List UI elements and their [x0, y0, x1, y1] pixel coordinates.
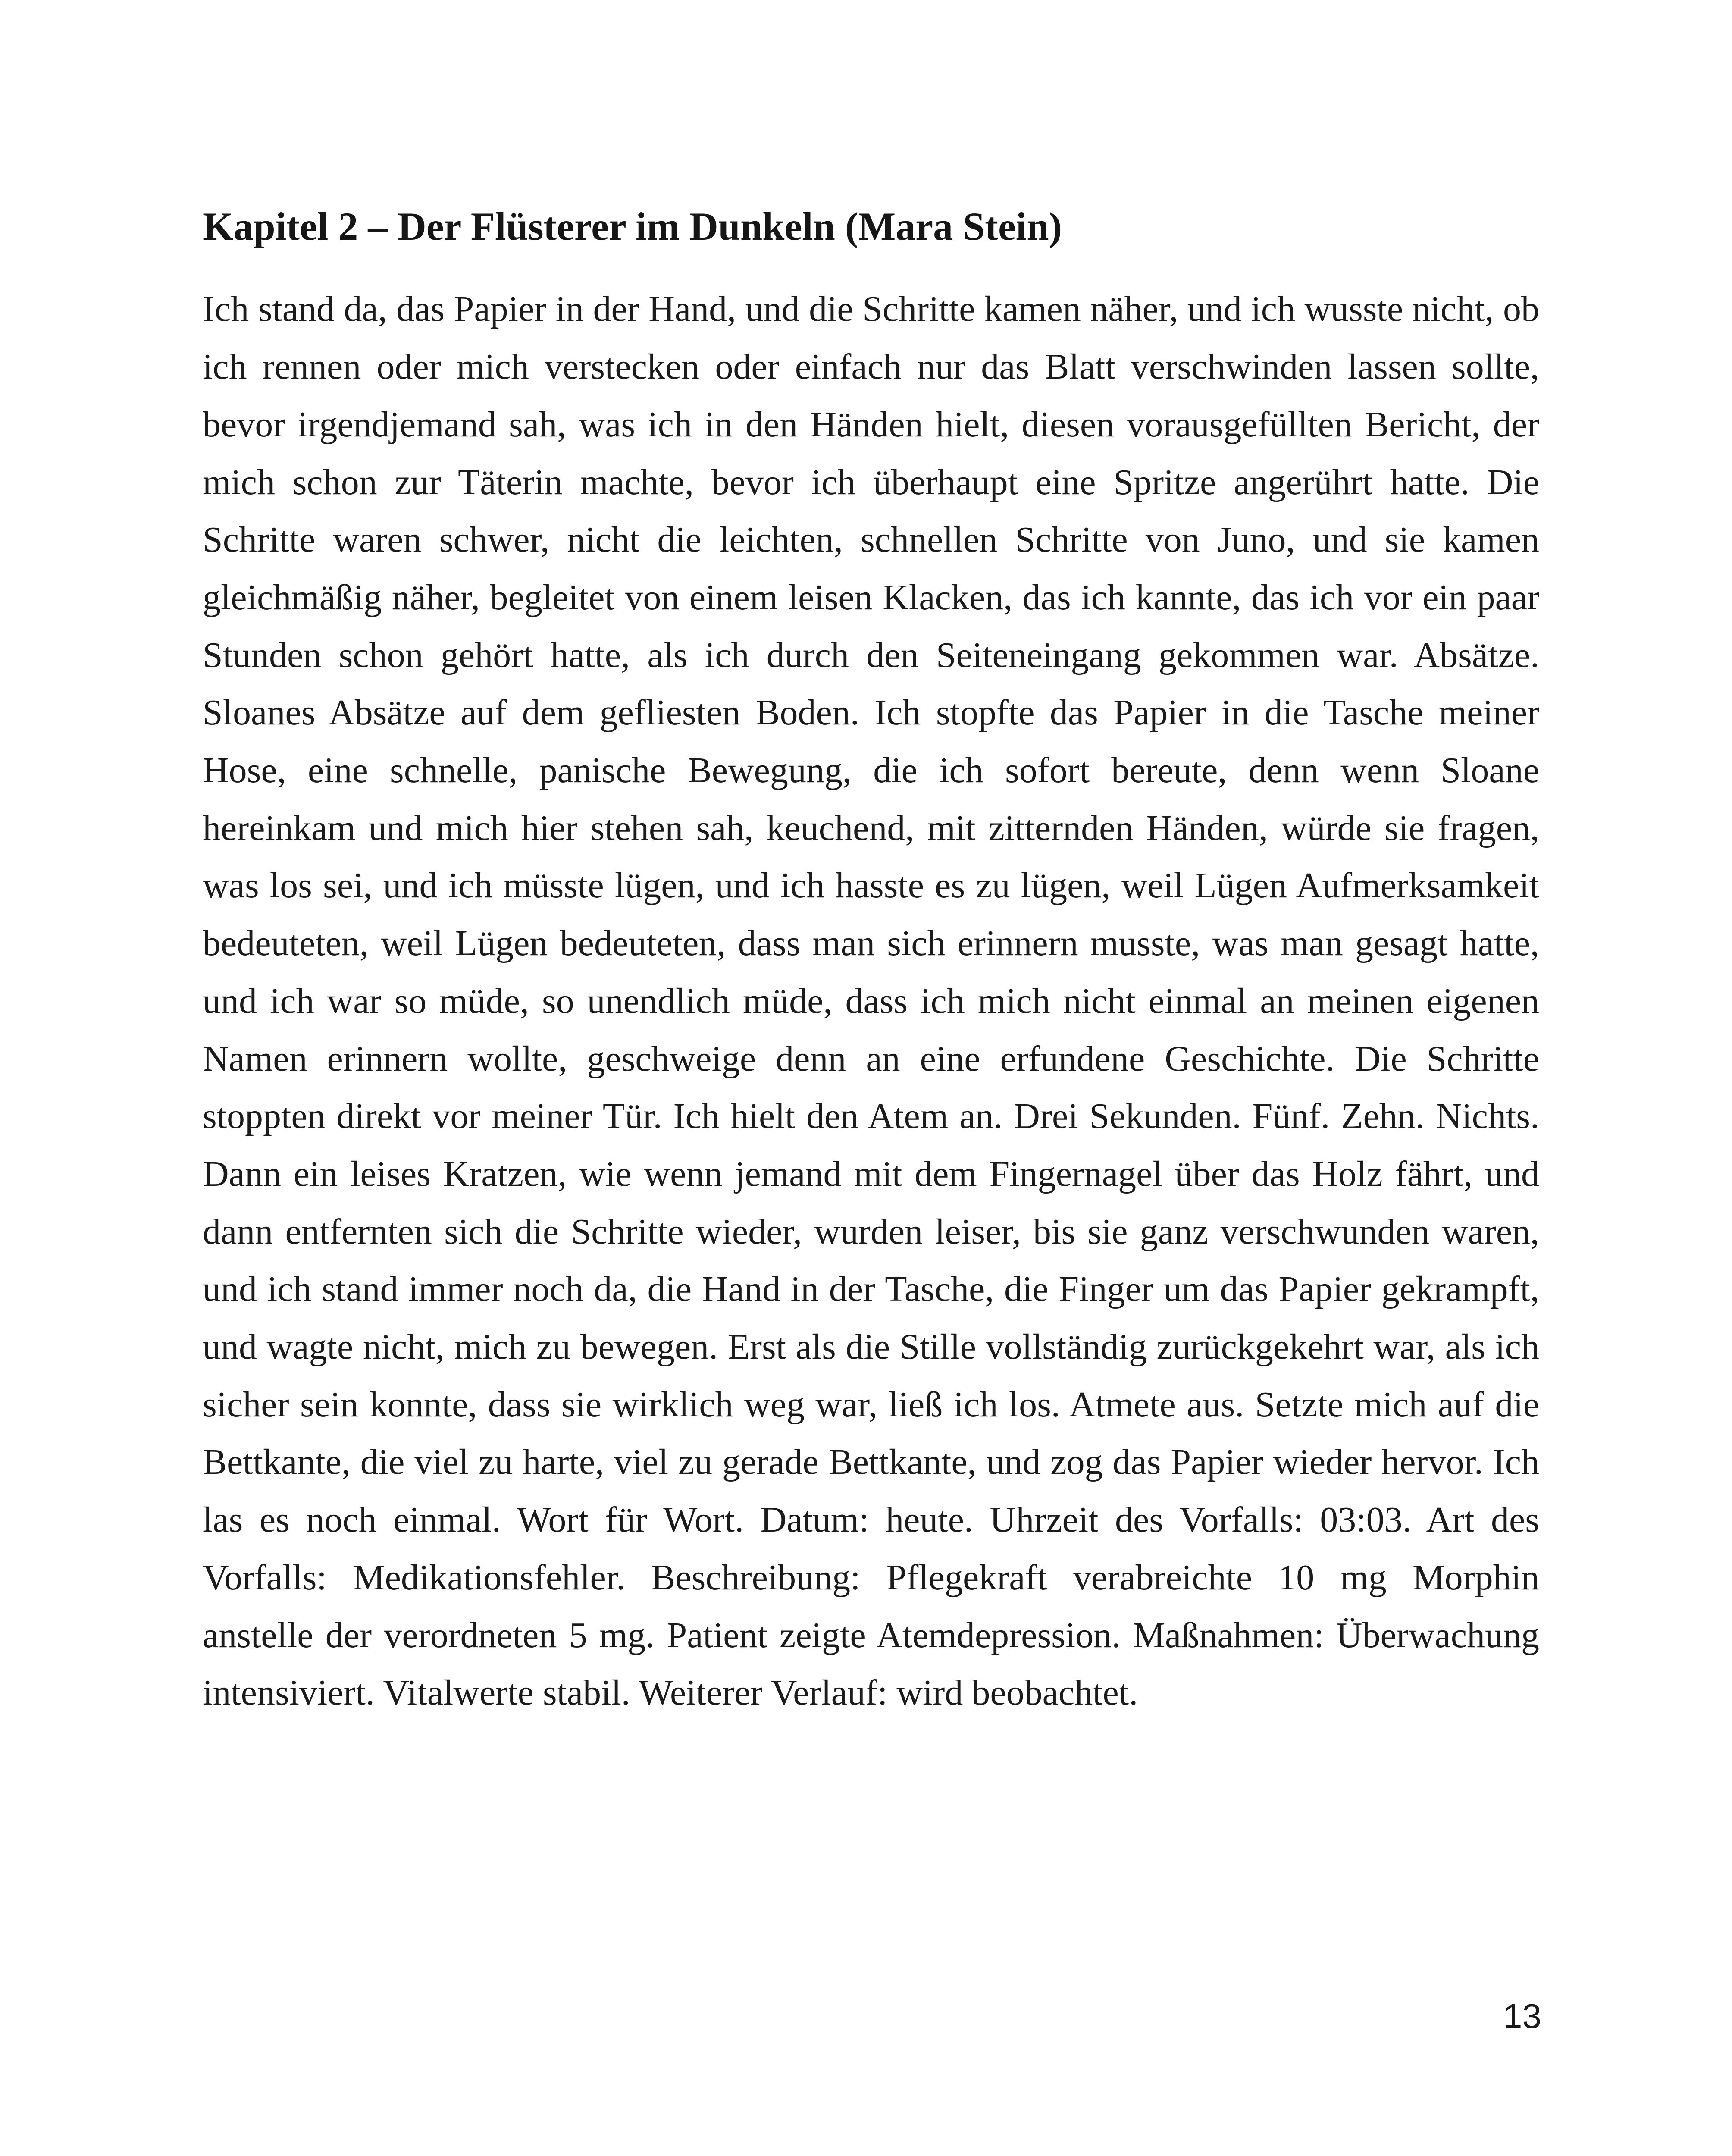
page-content	[203, 203, 1539, 1722]
body-paragraph: Ich stand da, das Papier in der Hand, und die Schritte kamen näher, und ich wusste nicht, ob ich rennen oder mich verstecken oder einfach nur das Blatt verschwinden lassen sollte, bevor irgendjemand sah, was ich in den Händen hielt, diesen vorausgefüllten Bericht, der mich schon zur Täterin machte, bevor ich überhaupt eine Spritze angerührt hatte. Die Schritte waren schwer, nicht die leichten, schnellen Schritte von Juno, und sie kamen gleichmäßig näher, begleitet von einem leisen Klacken, das ich kannte, das ich vor ein paar Stunden schon gehört hatte, als ich durch den Seiteneingang gekommen war. Absätze. Sloanes Absätze auf dem gefliesten Boden. Ich stopfte das Papier in die Tasche meiner Hose, eine schnelle, panische Bewegung, die ich sofort bereute, denn wenn Sloane hereinkam und mich hier stehen sah, keuchend, mit zitternden Händen, würde sie fragen, was los sei, und ich müsste lügen, und ich hasste es zu lügen, weil Lügen Aufmerksamkeit bedeuteten, weil Lügen bedeuteten, dass man sich erinnern musste, was man gesagt hatte, und ich war so müde, so unendlich müde, dass ich mich nicht einmal an meinen eigenen Namen erinnern wollte, geschweige denn an eine erfundene Geschichte. Die Schritte stoppten direkt vor meiner Tür. Ich hielt den Atem an. Drei Sekunden. Fünf. Zehn. Nichts. Dann ein leises Kratzen, wie wenn jemand mit dem Fingernagel über das Holz fährt, und dann entfernten sich die Schritte wieder, wurden leiser, bis sie ganz verschwunden waren, und ich stand immer noch da, die Hand in der Tasche, die Finger um das Papier gekrampft, und wagte nicht, mich zu bewegen. Erst als die Stille vollständig zurückgekehrt war, als ich sicher sein konnte, dass sie wirklich weg war, ließ ich los. Atmete aus. Setzte mich auf die Bettkante, die viel zu harte, viel zu gerade Bettkante, und zog das Papier wieder hervor. Ich las es noch einmal. Wort für Wort. Datum: heute. Uhrzeit des Vorfalls: 03:03. Art des Vorfalls: Medikationsfehler. Beschreibung: Pflegekraft verabreichte 10 mg Morphin anstelle der verordneten 5 mg. Patient zeigte Atemdepression. Maßnahmen: Überwachung intensiviert. Vitalwerte stabil. Weiterer Verlauf: wird beobachtet.	[203, 289, 1539, 1713]
chapter-title: Kapitel 2 – Der Flüsterer im Dunkeln (Mara Stein)	[203, 204, 1062, 248]
page-number: 13	[1503, 1997, 1541, 2035]
